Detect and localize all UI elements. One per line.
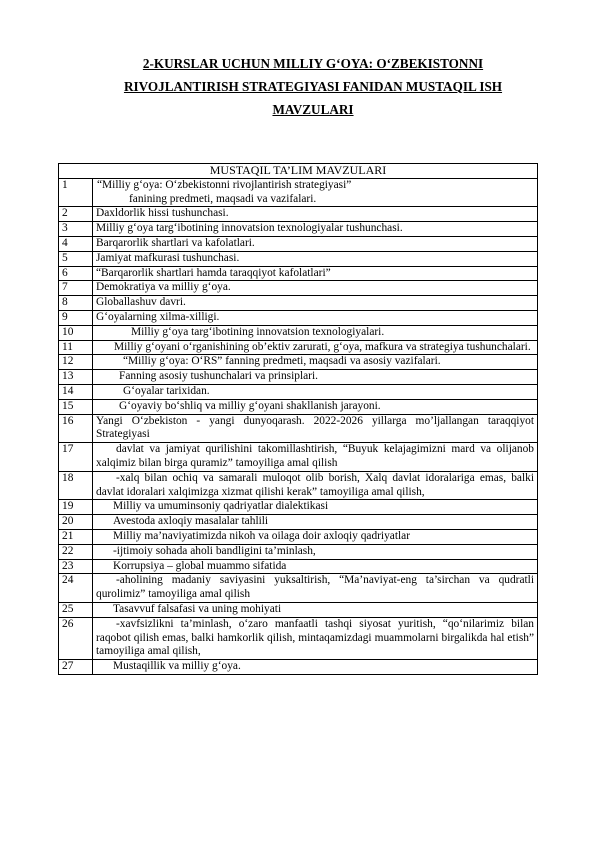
row-topic: Milliy g‘oya targ‘ibotining innovatsion texnologiyalar tushunchasi. [93, 222, 538, 237]
row-number: 1 [59, 178, 93, 207]
row-number: 26 [59, 617, 93, 659]
row-number: 13 [59, 370, 93, 385]
row-number: 12 [59, 355, 93, 370]
row-topic: Avestoda axloqiy masalalar tahlili [93, 515, 538, 530]
row-topic: -xavfsizlikni ta’minlash, o‘zaro manfaatli tashqi siyosat yuritish, “qo‘nilarimiz bilan raqobot qilish emas, balki hamkorlik qilish, mintaqamizdagi muammolarni birgalikda hal etish” tamoyiliga amal qilish, [93, 617, 538, 659]
row-number: 8 [59, 296, 93, 311]
table-row [59, 310, 538, 325]
row-topic: Daxldorlik hissi tushunchasi. [93, 207, 538, 222]
row-topic: Milliy g‘oya targ‘ibotining innovatsion texnologiyalari. [93, 325, 538, 340]
row-topic: -aholining madaniy saviyasini yuksaltirish, “Ma’naviyat-eng ta’sirchan va qudratli qurolimiz” tamoyiliga amal qilish [93, 574, 538, 603]
row-topic: G‘oyalarning xilma-xilligi. [93, 310, 538, 325]
row-topic: Korrupsiya – global muammo sifatida [93, 559, 538, 574]
row-topic: Milliy ma’naviyatimizda nikoh va oilaga doir axloqiy qadriyatlar [93, 529, 538, 544]
table-row [59, 399, 538, 414]
table-row [59, 384, 538, 399]
row-topic-line: “Milliy g‘oya: O‘zbekistonni rivojlantirish strategiyasi” [97, 178, 352, 191]
table-row [59, 236, 538, 251]
table-header: MUSTAQIL TA’LIM MAVZULARI [59, 164, 538, 179]
table-header-row [59, 164, 538, 179]
table-row [59, 266, 538, 281]
row-number: 16 [59, 414, 93, 443]
row-topic: Barqarorlik shartlari va kafolatlari. [93, 236, 538, 251]
topics-table [58, 163, 538, 675]
document-title [98, 52, 528, 121]
row-number: 15 [59, 399, 93, 414]
row-number: 5 [59, 251, 93, 266]
row-number: 2 [59, 207, 93, 222]
row-number: 22 [59, 544, 93, 559]
table-row [59, 281, 538, 296]
row-topic: Demokratiya va milliy g‘oya. [93, 281, 538, 296]
row-number: 23 [59, 559, 93, 574]
row-topic: Tasavvuf falsafasi va uning mohiyati [93, 602, 538, 617]
table-row [59, 602, 538, 617]
row-topic: G‘oyaviy bo‘shliq va milliy g‘oyani shakllanish jarayoni. [93, 399, 538, 414]
row-number: 6 [59, 266, 93, 281]
row-number: 25 [59, 602, 93, 617]
table-row [59, 443, 538, 472]
table-row [59, 574, 538, 603]
row-topic: “Barqarorlik shartlari hamda taraqqiyot kafolatlari” [93, 266, 538, 281]
row-topic-line: fanining predmeti, maqsadi va vazifalari. [129, 192, 317, 205]
row-topic: -xalq bilan ochiq va samarali muloqot olib borish, Xalq davlat idoralariga emas, balki davlat idoralari xalqimizga xizmat qilishi kerak” tamoyiliga amal qilish, [93, 471, 538, 500]
row-number: 9 [59, 310, 93, 325]
title-line-2: RIVOJLANTIRISH STRATEGIYASI FANIDAN MUSTAQIL ISH [123, 79, 503, 94]
row-number: 21 [59, 529, 93, 544]
row-number: 10 [59, 325, 93, 340]
row-topic: Fanning asosiy tushunchalari va prinsiplari. [93, 370, 538, 385]
table-row [59, 515, 538, 530]
table-row [59, 544, 538, 559]
table-row [59, 340, 538, 355]
row-topic: “Milliy g‘oya: O‘RS” fanning predmeti, maqsadi va asosiy vazifalari. [93, 355, 538, 370]
table-row [59, 355, 538, 370]
table-row [59, 178, 538, 207]
table-row [59, 529, 538, 544]
row-number: 11 [59, 340, 93, 355]
row-number: 4 [59, 236, 93, 251]
row-topic: G‘oyalar tarixidan. [93, 384, 538, 399]
table-row [59, 325, 538, 340]
row-topic: -ijtimoiy sohada aholi bandligini ta’minlash, [93, 544, 538, 559]
row-number: 18 [59, 471, 93, 500]
table-row [59, 370, 538, 385]
row-number: 19 [59, 500, 93, 515]
row-number: 14 [59, 384, 93, 399]
row-topic: Milliy g‘oyani o‘rganishining ob’ektiv zarurati, g‘oya, mafkura va strategiya tushunchalari. [93, 340, 538, 355]
row-topic: Milliy va umuminsoniy qadriyatlar dialektikasi [93, 500, 538, 515]
table-row [59, 471, 538, 500]
row-topic [93, 178, 538, 207]
row-topic: Jamiyat mafkurasi tushunchasi. [93, 251, 538, 266]
row-topic: Globallashuv davri. [93, 296, 538, 311]
title-line-3: MAVZULARI [272, 102, 354, 117]
table-row [59, 559, 538, 574]
table-row [59, 660, 538, 675]
row-topic: Yangi O‘zbekiston - yangi dunyoqarash. 2022-2026 yillarga mo’ljallangan taraqqiyot Strategiyasi [93, 414, 538, 443]
table-row [59, 296, 538, 311]
table-row [59, 500, 538, 515]
row-number: 24 [59, 574, 93, 603]
table-row [59, 617, 538, 659]
row-number: 3 [59, 222, 93, 237]
row-number: 17 [59, 443, 93, 472]
row-topic: Mustaqillik va milliy g‘oya. [93, 660, 538, 675]
title-line-1: 2-KURSLAR UCHUN MILLIY G‘OYA: O‘ZBEKISTONNI [142, 56, 484, 71]
row-topic: davlat va jamiyat qurilishini takomillashtirish, “Buyuk kelajagimizni mard va olijanob xalqimiz bilan birga quramiz” tamoyiliga amal qilish [93, 443, 538, 472]
row-number: 7 [59, 281, 93, 296]
table-row [59, 222, 538, 237]
row-number: 27 [59, 660, 93, 675]
table-row [59, 414, 538, 443]
row-number: 20 [59, 515, 93, 530]
table-row [59, 207, 538, 222]
table-row [59, 251, 538, 266]
